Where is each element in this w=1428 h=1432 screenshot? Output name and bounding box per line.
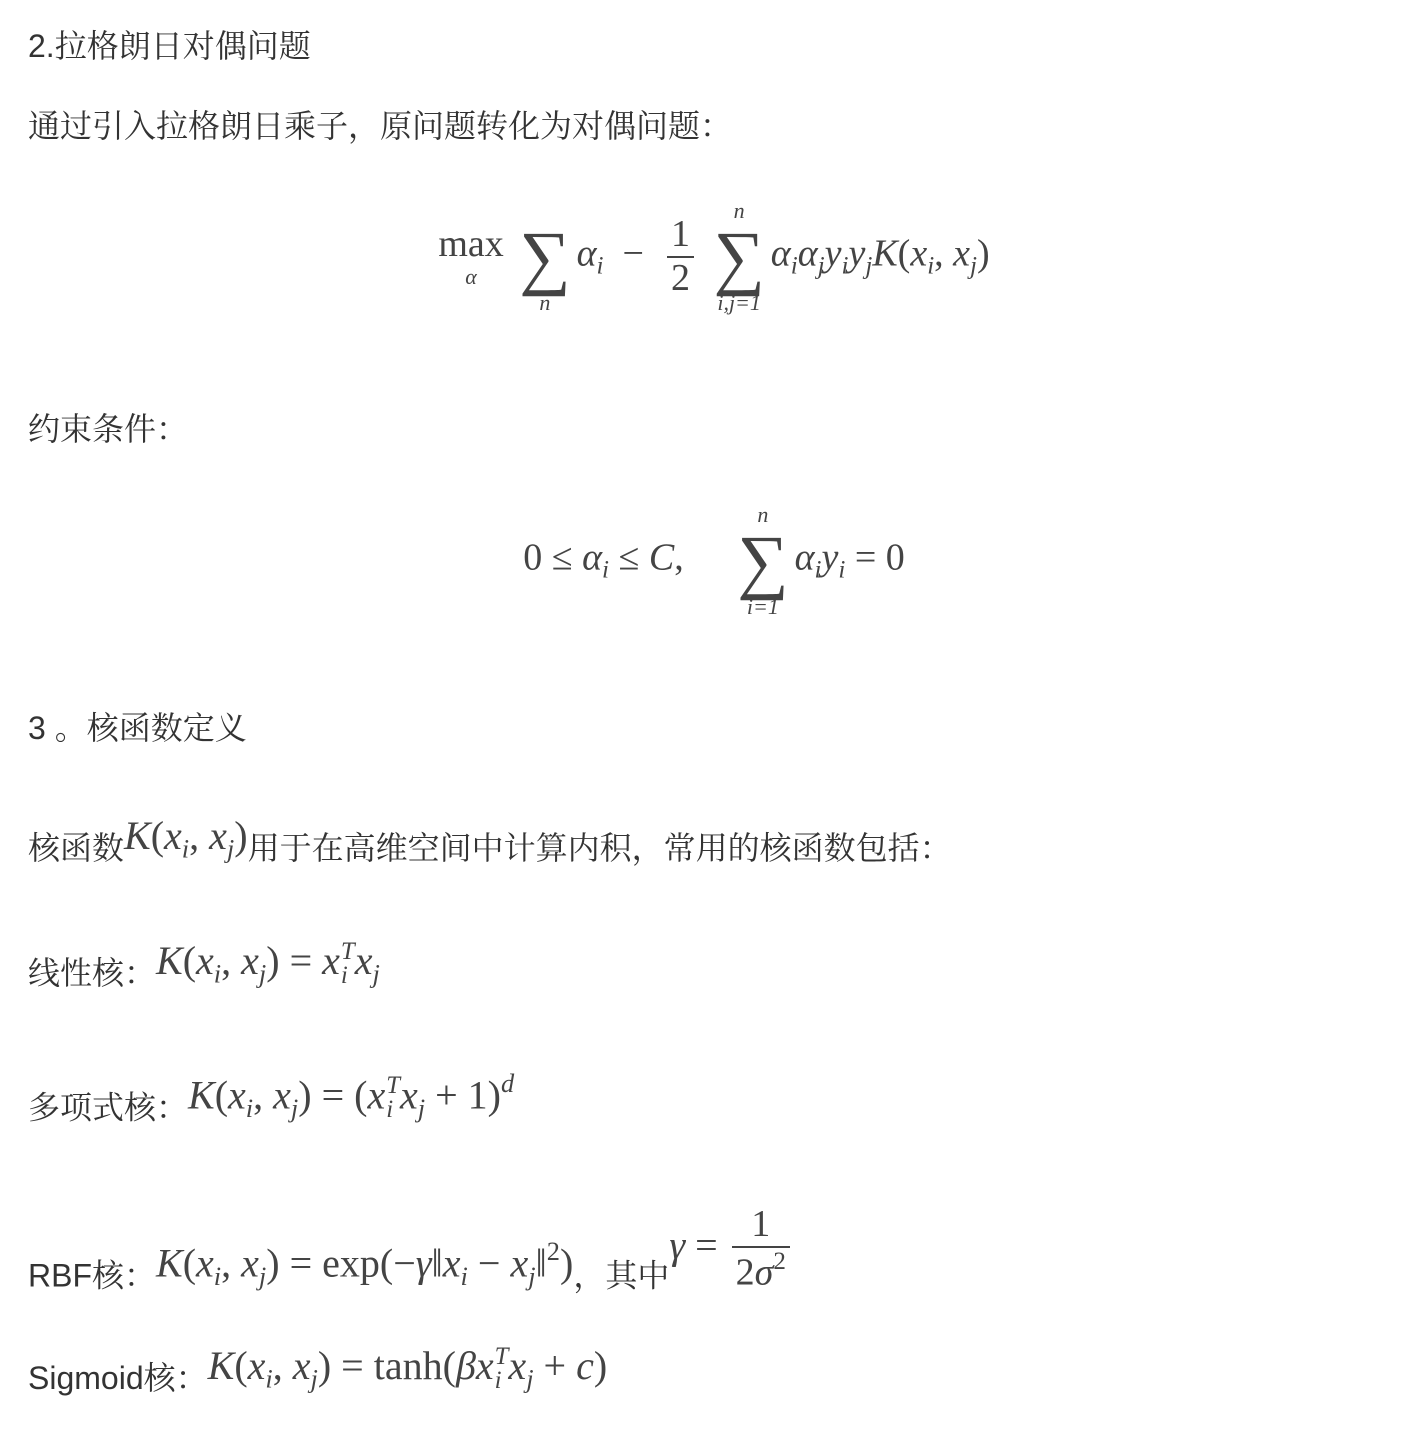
polynomial-kernel-line [28,1068,515,1138]
polynomial-kernel-formula: $K(x_i$, $x_j) = (x$ T i $x_j + 1)^d$ [188,1068,515,1124]
sigmoid-kernel-line [28,1342,608,1408]
sigmoid-kernel-label: Sigmoid核： [28,1359,208,1396]
gamma-definition-formula: γ = $\frac{1}{2\sigma^2}$ [669,1204,794,1294]
linear-kernel-formula: $K(x_i$, $x_j) = x$ T i $x_j$ [156,937,380,989]
dual-problem-intro: 通过引入拉格朗日乘子，原问题转化为对偶问题： [28,108,733,144]
constraints-label: 约束条件： [28,411,189,447]
rbf-kernel-formula: $K(x_i$, $x_j$) = $\exp(-\gamma‖x_i$ − $x_j‖^2$) [156,1235,574,1291]
kernel-symbol-inline: $K(x_i$, $x_j$) [124,813,248,864]
polynomial-kernel-label: 多项式核： [28,1089,189,1126]
sigmoid-kernel-formula: $K(x_i$, $x_j) = \tanh(\beta x$ T i $x_j + c$) [207,1342,608,1394]
rbf-kernel-line [28,1203,794,1322]
constraints-formula: $0 \le \alpha_i \le C$, n ∑ i=1 $\alpha_iy_i = 0$ [523,502,905,619]
section-heading-kernel-definition: 3 。核函数定义 [28,710,247,746]
rbf-kernel-where: ，其中 [573,1257,670,1294]
linear-kernel-line [28,937,380,1003]
kernel-intro-prefix: 核函数 [28,830,125,866]
rbf-kernel-label: RBF核： [28,1257,157,1294]
kernel-intro [28,813,952,878]
section-heading-dual-problem: 2.拉格朗日对偶问题 [28,28,311,64]
kernel-intro-suffix: 用于在高维空间中计算内积，常用的核函数包括： [247,830,952,866]
linear-kernel-label: 线性核： [28,954,157,991]
dual-objective-formula: max α ∑ n $\alpha_i$ − $\frac{1}{2}$ n ∑ i,j=1 $\alpha_i\alpha_jy_iy_jK(x_i$, $x_j$) [438,198,990,315]
